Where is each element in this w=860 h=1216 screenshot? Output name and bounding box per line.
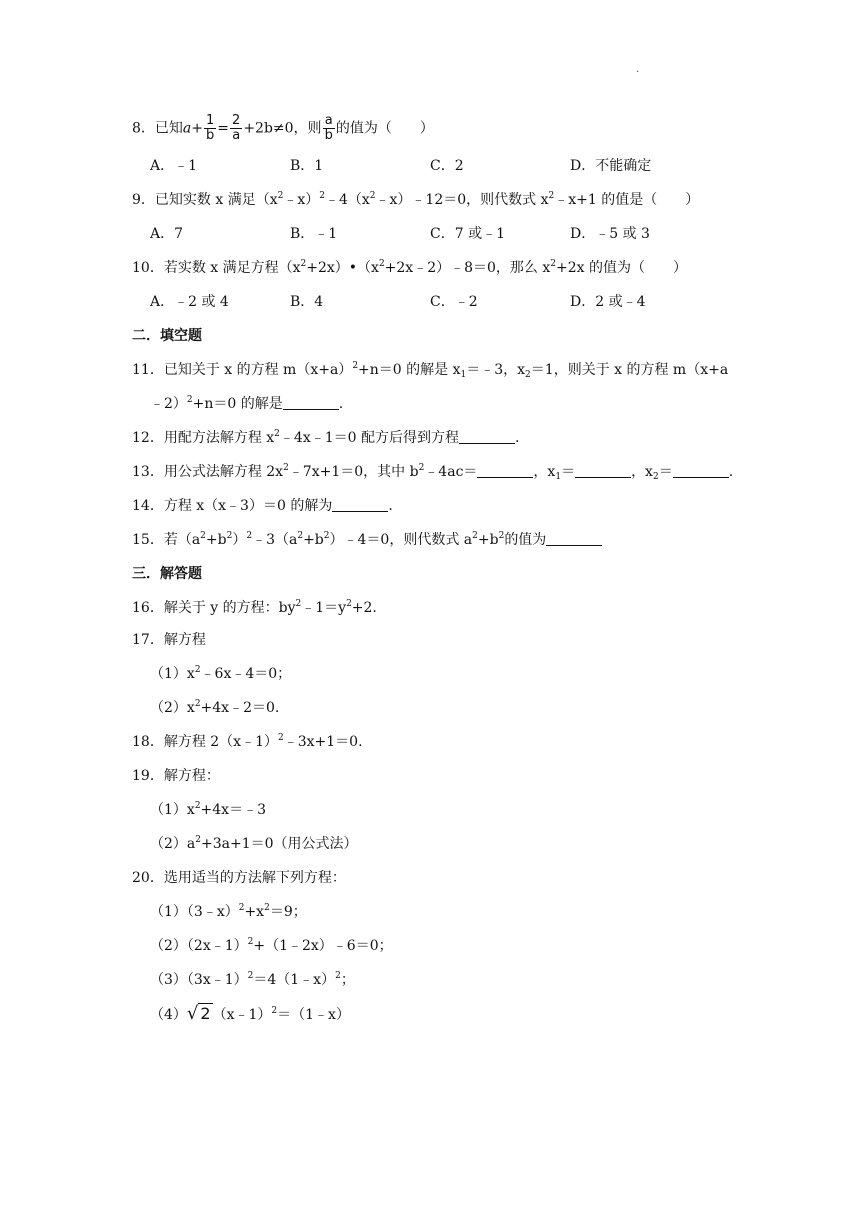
section-solve-heading: 三．解答题 — [132, 566, 202, 582]
square-root-symbol: √ — [186, 1003, 199, 1024]
question-17: 17．解方程 — [132, 632, 206, 648]
question-10: 10．若实数 x 满足方程$(x^2+2x)•(x^2+2x﹣2)﹣8=0$，那么 $x^2+2x$ 的值为（ ） — [132, 259, 687, 276]
option-b[interactable]: B．1 — [290, 158, 324, 174]
question-16: 16．解关于 y 的方程：$by^2﹣1=y^2+2$. — [132, 599, 377, 616]
question-8-options — [150, 156, 710, 176]
question-19-part-2: $(2)a^2+3a+1=0$（用公式法） — [150, 835, 358, 852]
answer-blank[interactable] — [283, 395, 339, 410]
square-root-radicand: 2 — [200, 1004, 211, 1023]
option-d[interactable]: D．2 或﹣4 — [570, 294, 646, 310]
question-8: 8．已知a+ $\frac{1}{b}$ = $\frac{2}{a}$ +2b≠0，则 $\frac{a}{b}$ 的值为（ ） — [132, 113, 434, 143]
question-17-part-1: $(1)x^2﹣6x﹣4=0$； — [150, 665, 292, 682]
option-b[interactable]: B．4 — [290, 294, 324, 310]
question-19-part-1: $(1)x^2+4x=﹣3$ — [150, 801, 266, 818]
answer-blank[interactable] — [673, 463, 729, 478]
option-a[interactable]: A．﹣2 或 4 — [150, 294, 229, 310]
question-9-options — [150, 224, 710, 244]
option-c[interactable]: C．﹣2 — [430, 294, 478, 310]
question-19: 19．解方程： — [132, 768, 220, 784]
answer-blank[interactable] — [332, 497, 388, 512]
answer-blank[interactable] — [459, 429, 515, 444]
question-11-continued: ﹣2）$^2$+n＝0 的解是 . — [150, 395, 344, 412]
question-17-part-2: $(2)x^2+4x﹣2=0$. — [150, 699, 280, 716]
question-9: 9．已知实数 x 满足$(x^2﹣x)^2﹣4(x^2﹣x)﹣12=0$，则代数式 $x^2﹣x+1$ 的值是（ ） — [132, 191, 700, 208]
question-13: 13．用公式法解方程 $2x^2﹣7x+1=0$，其中 $b^2﹣4ac=$ ，$x_1=$ ，$x_2=$ . — [132, 463, 734, 482]
answer-blank[interactable] — [546, 531, 602, 546]
fraction-1-over-b: $\frac{1}{b}$ — [206, 113, 215, 143]
option-b[interactable]: B．﹣1 — [290, 226, 338, 242]
question-20-part-1: $(1)(3﹣x)^2+x^2=9$； — [150, 903, 307, 920]
question-11: 11．已知关于 x 的方程 $m(x+a)^2+n=0$ 的解是 $x_1=﹣3$，$x_2=1$，则关于 x 的方程 m（x+a — [132, 361, 729, 380]
question-20: 20．选用适当的方法解下列方程： — [132, 870, 346, 886]
question-20-part-3: （3）（3x﹣1）$^2$＝4（1﹣x）$^2$； — [150, 971, 355, 988]
question-10-options — [150, 292, 710, 312]
question-20-part-2: （2）（2x﹣1）$^2$+（1﹣2x）﹣6＝0； — [150, 937, 393, 954]
option-a[interactable]: A．﹣1 — [150, 158, 198, 174]
corner-mark: . — [636, 64, 640, 75]
section-fill-in-heading: 二．填空题 — [132, 328, 202, 344]
answer-blank[interactable] — [477, 463, 533, 478]
fraction-a-over-b: $\frac{a}{b}$ — [324, 113, 333, 143]
option-d[interactable]: D．﹣5 或 3 — [570, 226, 650, 242]
option-c[interactable]: C．7 或﹣1 — [430, 226, 505, 242]
option-c[interactable]: C．2 — [430, 158, 464, 174]
question-18: 18．解方程 2（x﹣1）$^2$﹣3x+1＝0. — [132, 733, 363, 750]
question-12: 12．用配方法解方程 $x^2﹣4x﹣1=0$ 配方后得到方程 . — [132, 429, 520, 446]
answer-blank[interactable] — [575, 463, 631, 478]
option-a[interactable]: A．7 — [150, 226, 184, 242]
question-14: 14．方程 x（x﹣3）＝0 的解为 . — [132, 498, 393, 514]
question-15: 15．若$(a^2+b^2)^2﹣3(a^2+b^2)﹣4=0$，则代数式 $a^2+b^2$的值为 — [132, 530, 602, 550]
question-20-part-4: （4）√ 2 （x﹣1）$^2$＝（1﹣x） — [150, 1003, 350, 1024]
option-d[interactable]: D．不能确定 — [570, 158, 652, 174]
fraction-2-over-a: $\frac{2}{a}$ — [232, 113, 241, 143]
